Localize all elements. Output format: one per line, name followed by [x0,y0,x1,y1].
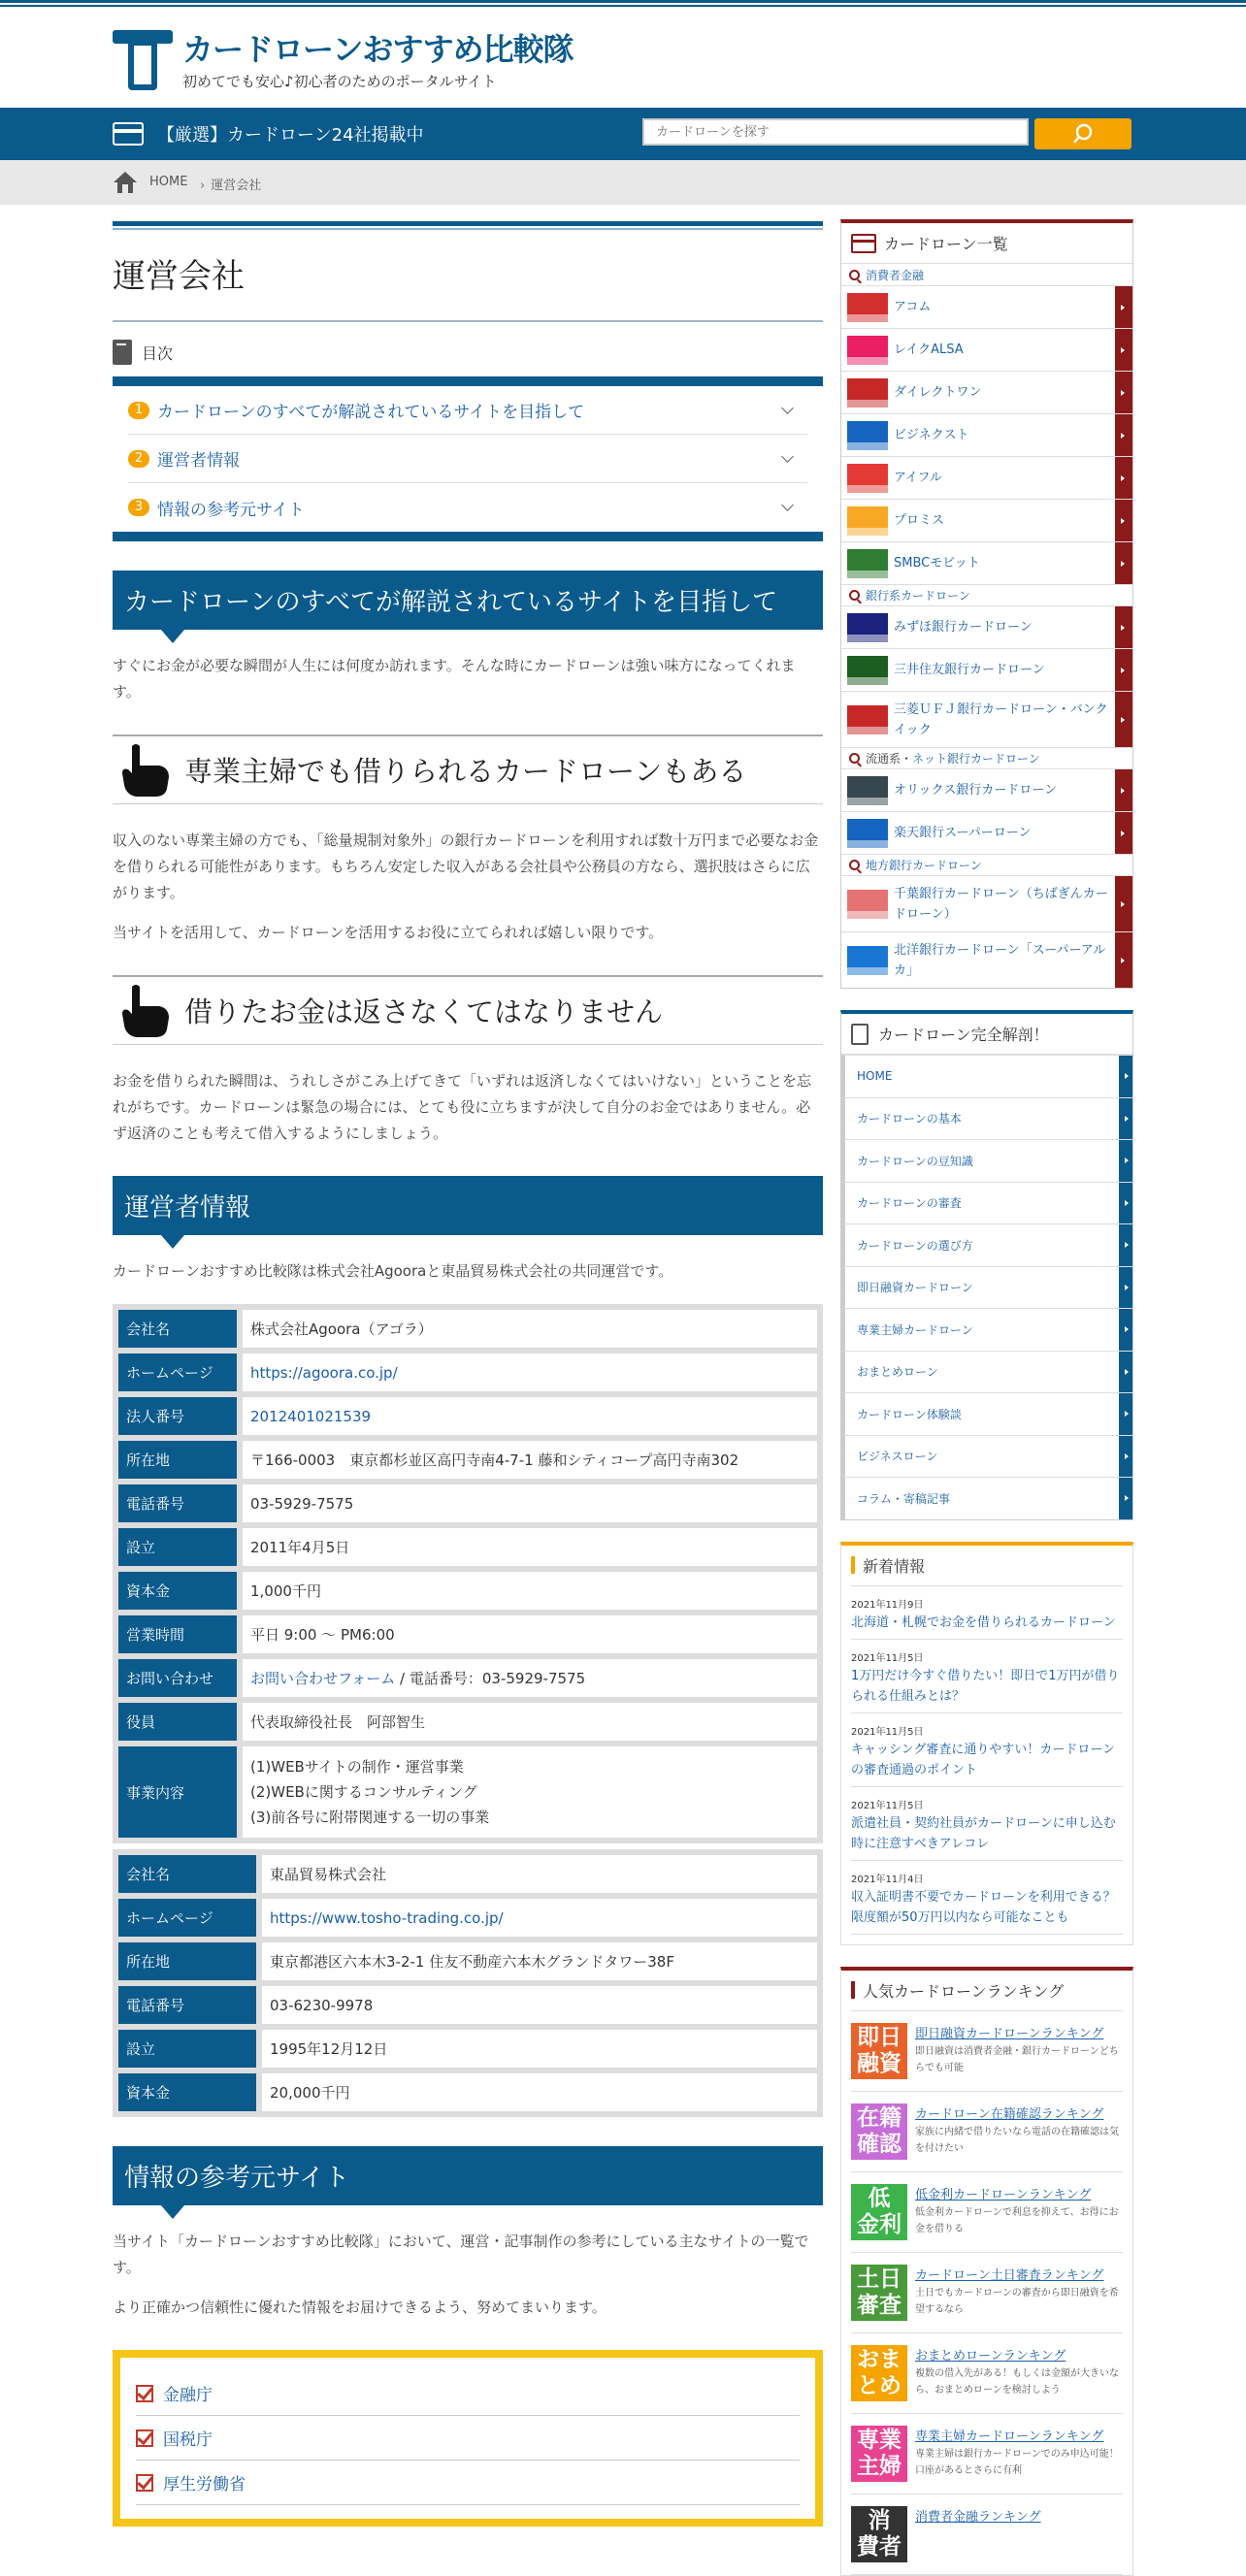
table-row [115,1482,820,1525]
search-icon [849,270,860,280]
credit-card-icon [851,234,876,253]
news-title-link[interactable]: 北海道・札幌でお金を借りられるカードローン [851,1614,1116,1630]
table-key: 事業内容 [115,1744,240,1841]
table-row [115,1656,820,1700]
sidebar-heading-label: 人気カードローンランキング [863,1981,1065,2001]
arrow-right-icon [1115,812,1132,854]
table-key: 会社名 [115,1852,259,1896]
sidebar-item-label: 北洋銀行カードローン「スーパーアルカ」 [894,942,1106,978]
arrow-right-icon [1115,457,1132,499]
table-key: 資本金 [115,2071,259,2114]
loan-logo-thumbnail [847,656,888,685]
section-heading: 情報の参考元サイト [113,2146,823,2205]
sidebar-item[interactable] [841,456,1132,499]
chevron-down-icon [781,450,794,463]
loan-logo-thumbnail [847,776,888,805]
table-key: 所在地 [115,1438,240,1482]
ranking-description: 家族に内緒で借りたいなら電話の在籍確認は気を付けたい [915,2126,1119,2154]
table-value: 1,000千円 [240,1569,820,1613]
book-icon [851,1024,869,1045]
arrow-right-icon [1115,769,1132,811]
toc-number: 1 [128,402,149,419]
sidebar-heading [851,1971,1123,2011]
table-key: お問い合わせ [115,1656,240,1700]
ranking-title-link[interactable]: 消費者金融ランキング [915,2509,1041,2525]
subsection-title: 専業主婦でも借りられるカードローンもある [184,755,747,788]
toc [113,376,823,541]
top-stripe [0,0,1246,3]
guide-menu-label: カードローンの豆知識 [857,1154,973,1168]
search-icon [1071,123,1095,145]
arrow-right-icon [1119,1098,1132,1140]
ranking-item[interactable] [851,2253,1123,2333]
table-key: ホームページ [115,1896,259,1940]
heading-bar [851,1981,855,1999]
guide-menu-item[interactable] [841,1308,1132,1351]
pointing-hand-icon [115,742,173,799]
table-row [115,1351,820,1394]
guide-menu-item[interactable] [841,1055,1132,1097]
arrow-right-icon [1115,542,1132,584]
ranking-item[interactable] [851,2011,1123,2092]
arrow-right-icon [1115,414,1132,456]
sidebar-item[interactable] [841,541,1132,584]
table-row [115,1896,820,1940]
loan-logo-thumbnail [847,705,888,734]
arrow-right-icon [1119,1183,1132,1224]
loan-logo-thumbnail [847,506,888,536]
arrow-right-icon [1119,1267,1132,1309]
reference-link[interactable]: 国税庁 [163,2430,213,2450]
table-value: 03-6230-9978 [259,1983,820,2027]
sidebar-item[interactable] [841,691,1132,747]
table-row [115,2027,820,2071]
loan-logo-thumbnail [847,293,888,322]
guide-menu-label: カードローンの審査 [857,1196,962,1211]
sidebar-item[interactable] [841,811,1132,854]
sidebar-item-label: みずほ銀行カードローン [894,620,1033,635]
sidebar-item-label: アイフル [894,471,942,485]
search-icon [849,753,860,764]
category-label [841,854,1132,875]
reference-link[interactable]: 厚生労働省 [163,2475,246,2494]
sidebar-item[interactable] [841,768,1132,811]
homepage-link[interactable]: https://www.tosho-trading.co.jp/ [270,1908,504,1927]
sidebar-heading-label: カードローン一覧 [884,235,1008,253]
guide-menu-label: おまとめローン [857,1365,938,1380]
news-item [851,1861,1123,1935]
arrow-right-icon [1119,1309,1132,1351]
main-content [113,221,823,2527]
table-value: 03-5929-7575 [240,1482,820,1525]
sidebar-item[interactable] [841,328,1132,371]
guide-menu-item[interactable] [841,1097,1132,1140]
subsection-heading [113,734,823,804]
sidebar-heading [841,1014,1132,1055]
search-button[interactable] [1034,118,1131,149]
list-item [136,2416,800,2461]
credit-card-icon [113,122,144,146]
ranking-badge-icon: 低 金利 [851,2184,907,2240]
sidebar-item-label: オリックス銀行カードローン [894,783,1058,798]
ranking-description: 複数の借入先がある！もしくは金額が大きいなら、おまとめローンを検討しよう [915,2367,1119,2396]
subsection-title: 借りたお金は返さなくてはなりません [184,995,664,1028]
table-row [115,1525,820,1569]
table-key: 会社名 [115,1307,240,1351]
nav-bar [0,108,1246,160]
sidebar-item[interactable] [841,499,1132,541]
loan-logo-thumbnail [847,549,888,578]
ranking-item[interactable] [851,2092,1123,2172]
table-row [115,1394,820,1438]
category-link[interactable]: 地方銀行カードローン [866,859,982,872]
guide-menu-item[interactable] [841,1477,1132,1519]
search-icon [849,860,860,870]
sidebar-item-label: SMBCモビット [894,556,980,571]
paragraph: お金を借りられた瞬間は、うれしさがこみ上げてきて「いずれは返済しなくてはいけない」ということを忘れがちです。カードローンは緊急の場合には、とても役に立ちますが決して自分のお金ではありません。必ず返済のことも考えて借入するようにしましょう。 [113,1072,812,1142]
heading-bar [851,1556,855,1574]
news-date: 2021年11月5日 [851,1800,924,1811]
ranking-description: 土日でもカードローンの審査から即日融資を希望するなら [915,2287,1119,2315]
toc-item[interactable] [128,435,807,483]
corporate-number-link[interactable]: 2012401021539 [250,1407,372,1425]
ranking-box [840,1967,1133,2576]
breadcrumb [0,160,1246,205]
logo-t-icon [113,30,173,90]
toc-item-label: 運営者情報 [157,451,240,471]
sidebar-heading [851,1546,1123,1586]
arrow-right-icon [1115,606,1132,648]
ranking-description: 専業主婦は銀行カードローンでのみ申込可能！口座があるとさらに有利 [915,2448,1119,2476]
news-box [840,1542,1133,1945]
breadcrumb-current: › 運営会社 [200,175,261,193]
paragraph: より正確かつ信頼性に優れた情報をお届けできるよう、努めてまいります。 [113,2299,607,2316]
news-date: 2021年11月5日 [851,1652,924,1664]
chevron-down-icon [781,499,794,511]
toc-label: 目次 [142,343,174,363]
table-key: 電話番号 [115,1482,240,1525]
sidebar-item-label: ダイレクトワン [894,385,982,400]
toc-item-label: カードローンのすべてが解説されているサイトを目指して [157,403,585,422]
news-date: 2021年11月9日 [851,1599,924,1611]
paragraph: 当サイト「カードローンおすすめ比較隊」において、運営・記事制作の参考にしている主なサイトの一覧です。 [113,2233,809,2276]
sidebar-item[interactable] [841,371,1132,413]
ranking-badge-icon: 土日 審査 [851,2265,907,2321]
site-header [0,7,1246,108]
table-key: 設立 [115,2027,259,2071]
cardloan-list [840,219,1133,989]
business-item: (3)前各号に附帯関連する一切の事業 [250,1809,490,1826]
reference-link[interactable]: 金融庁 [163,2386,213,2405]
news-date: 2021年11月5日 [851,1726,924,1738]
reference-sites [113,2350,823,2527]
subsection-heading [113,975,823,1045]
checkbox-icon [136,2429,153,2447]
arrow-right-icon [1119,1393,1132,1435]
table-value: 東晶貿易株式会社 [259,1852,820,1896]
table-row [115,2071,820,2114]
business-item: (1)WEBサイトの制作・運営事業 [250,1758,464,1776]
sidebar-item-label: 三菱ＵＦＪ銀行カードローン・バンクイック [894,701,1108,737]
pointing-hand-icon [115,983,173,1039]
table-key: 営業時間 [115,1613,240,1656]
toc-number: 2 [128,450,149,468]
guide-menu-label: ビジネスローン [857,1450,938,1464]
sidebar-item-label: 楽天銀行スーパーローン [894,826,1032,840]
guide-menu-label: 即日融資カードローン [857,1281,973,1295]
news-title-link[interactable]: 派遣社員・契約社員がカードローンに申し込む時に注意すべきアレコレ [851,1815,1116,1851]
category-link[interactable]: 消費者金融 [866,268,925,282]
list-item [136,2371,800,2416]
paragraph: すぐにお金が必要な瞬間が人生には何度か訪れます。そんな時にカードローンは強い味方になってくれます。 [113,657,796,701]
chevron-down-icon [781,402,794,414]
arrow-right-icon [1119,1478,1132,1519]
loan-logo-thumbnail [847,946,888,975]
ranking-badge-icon: 消 費者 [851,2506,907,2562]
table-value: 平日 9:00 ～ PM6:00 [240,1613,820,1656]
table-key: 所在地 [115,1940,259,1983]
section-heading: カードローンのすべてが解説されているサイトを目指して [113,571,823,630]
table-row [115,1700,820,1744]
sidebar-item[interactable] [841,285,1132,328]
arrow-right-icon [1115,500,1132,541]
sidebar-heading-label: カードローン完全解剖！ [878,1026,1049,1044]
ranking-badge-icon: おま とめ [851,2345,907,2401]
ranking-title-link[interactable]: 即日融資カードローンランキング [915,2026,1104,2041]
nav-tagline: 【厳選】カードローン24社掲載中 [157,125,424,146]
sidebar-item-label: アコム [894,300,932,314]
search-icon [849,590,860,601]
site-logo[interactable] [113,30,574,91]
table-row [115,1983,820,2027]
checkbox-icon [136,2474,153,2492]
arrow-right-icon [1119,1056,1132,1097]
category-prefix: 流通系・ [866,752,913,766]
table-value: 20,000千円 [259,2071,820,2114]
checkbox-icon [136,2385,153,2402]
paragraph: 収入のない専業主婦の方でも、「総量規制対象外」の銀行カードローンを利用すれば数十万円まで必要なお金を借りられる可能性があります。もちろん安定した収入がある会社員や公務員の方なら、選択肢はさらに広がります。 [113,831,819,901]
sidebar-item-label: プロミス [894,513,945,528]
guide-menu-label: 専業主婦カードローン [857,1322,973,1337]
arrow-right-icon [1115,329,1132,371]
ranking-title-link[interactable]: 専業主婦カードローンランキング [915,2429,1104,2444]
sidebar-item[interactable] [841,648,1132,691]
section-heading: 運営者情報 [113,1176,823,1235]
table-value: 〒166-0003 東京都杉並区高円寺南4-7-1 藤和シティコープ高円寺南302 [240,1438,820,1482]
contact-phone: / 電話番号：03-5929-7575 [395,1670,586,1687]
arrow-right-icon [1115,286,1132,328]
guide-menu-label: カードローンの基本 [857,1112,962,1126]
loan-logo-thumbnail [847,890,888,919]
arrow-right-icon [1119,1436,1132,1478]
loan-logo-thumbnail [847,819,888,848]
ranking-item[interactable] [851,2333,1123,2414]
ranking-title-link[interactable]: 低金利カードローンランキング [915,2187,1092,2202]
news-item [851,1787,1123,1861]
sidebar-heading [841,223,1132,264]
guide-menu-item[interactable] [841,1435,1132,1478]
search-input[interactable] [642,118,1029,146]
toc-item[interactable] [128,386,807,435]
category-label [841,584,1132,605]
ranking-description: 即日融資は消費者金融・銀行カードローンどちらでも可能 [915,2045,1119,2073]
guide-menu-label: HOME [857,1069,893,1084]
sidebar-item-label: ビジネクスト [894,428,969,442]
homepage-link[interactable]: https://agoora.co.jp/ [250,1363,398,1382]
news-item [851,1640,1123,1713]
loan-logo-thumbnail [847,613,888,642]
table-row [115,1852,820,1896]
category-label [841,747,1132,768]
business-item: (2)WEBに関するコンサルティング [250,1783,477,1801]
table-row [115,1744,820,1841]
toc-item-label: 情報の参考元サイト [157,500,305,520]
ranking-description: 低金利カードローンで利息を抑えて、お得にお金を借りる [915,2206,1119,2234]
news-date: 2021年11月4日 [851,1874,924,1885]
guide-menu-item[interactable] [841,1182,1132,1224]
arrow-right-icon [1115,692,1132,747]
table-key: 役員 [115,1700,240,1744]
guide-menu-label: カードローンの選び方 [857,1238,973,1253]
sidebar-item[interactable] [841,413,1132,456]
category-label [841,264,1132,285]
guide-menu [840,1010,1133,1520]
sidebar-item-label: 三井住友銀行カードローン [894,663,1045,677]
ranking-item[interactable] [851,2414,1123,2494]
news-title-link[interactable]: 収入証明書不要でカードローンを利用できる？限度額が50万円以内なら可能なことも [851,1889,1116,1925]
guide-menu-label: カードローン体験談 [857,1407,962,1421]
table-key: 電話番号 [115,1983,259,2027]
logo-subtitle: 初めてでも安心♪初心者のためのポータルサイト [182,73,497,90]
table-value: 1995年12月12日 [259,2027,820,2071]
logo-title: カードローンおすすめ比較隊 [182,31,574,68]
loan-logo-thumbnail [847,464,888,493]
loan-logo-thumbnail [847,421,888,450]
arrow-right-icon [1119,1224,1132,1266]
ranking-badge-icon: 即日 融資 [851,2023,907,2079]
toc-header [113,340,823,365]
breadcrumb-home[interactable]: HOME [149,175,188,189]
ranking-title-link[interactable]: カードローン土日審査ランキング [915,2267,1104,2283]
category-link[interactable]: 銀行系カードローン [866,589,970,603]
loan-logo-thumbnail [847,378,888,408]
arrow-right-icon [1115,372,1132,413]
guide-menu-item[interactable] [841,1351,1132,1393]
guide-menu-item[interactable] [841,1139,1132,1182]
sidebar [840,219,1133,2576]
paragraph: 当サイトを活用して、カードローンを活用するお役に立てられれば嬉しい限りです。 [113,924,664,941]
book-icon [113,340,132,365]
table-row [115,1307,820,1351]
table-row [115,1569,820,1613]
table-row [115,1438,820,1482]
ranking-title-link[interactable]: おまとめローンランキング [915,2348,1066,2364]
paragraph: カードローンおすすめ比較隊は株式会社Agooraと東晶貿易株式会社の共同運営です。 [113,1262,673,1280]
ranking-title-link[interactable]: カードローン在籍確認ランキング [915,2106,1104,2122]
table-key: 設立 [115,1525,240,1569]
arrow-right-icon [1115,876,1132,931]
arrow-right-icon [1119,1140,1132,1182]
loan-logo-thumbnail [847,336,888,365]
company-table-agoora [113,1304,823,1843]
guide-menu-item[interactable] [841,1223,1132,1266]
company-table-tosho [113,1849,823,2117]
table-key: 資本金 [115,1569,240,1613]
guide-menu-label: コラム・寄稿記事 [857,1491,950,1506]
home-icon[interactable] [113,170,138,195]
table-row [115,1613,820,1656]
arrow-right-icon [1115,649,1132,691]
table-value: 代表取締役社長 阿部智生 [240,1700,820,1744]
ranking-badge-icon: 専業 主婦 [851,2426,907,2482]
guide-menu-item[interactable] [841,1392,1132,1435]
contact-form-link[interactable]: お問い合わせフォーム [250,1670,396,1687]
table-value: 株式会社Agoora（アゴラ） [240,1307,820,1351]
sidebar-item[interactable] [841,931,1132,988]
table-value: 2011年4月5日 [240,1525,820,1569]
ranking-item[interactable] [851,2172,1123,2253]
news-title-link[interactable]: キャッシング審査に通りやすい！カードローンの審査通過のポイント [851,1742,1116,1777]
page-title: 運営会社 [113,226,823,322]
sidebar-item-label: 千葉銀行カードローン（ちばぎんカードローン） [894,886,1108,922]
toc-number: 3 [128,499,149,516]
list-item [136,2461,800,2505]
ranking-item[interactable] [851,2494,1123,2575]
sidebar-item[interactable] [841,875,1132,931]
table-key: ホームページ [115,1351,240,1394]
guide-menu-item[interactable] [841,1266,1132,1309]
news-item [851,1586,1123,1640]
sidebar-item-label: レイクALSA [894,342,964,357]
arrow-right-icon [1115,932,1132,988]
table-key: 法人番号 [115,1394,240,1438]
news-title-link[interactable]: 1万円だけ今すぐ借りたい！即日で1万円が借りられる仕組みとは？ [851,1668,1120,1704]
news-item [851,1713,1123,1787]
table-row [115,1940,820,1983]
table-value: 東京都港区六本木3-2-1 住友不動産六本木グランドタワー38F [259,1940,820,1983]
sidebar-heading-label: 新着情報 [863,1556,926,1576]
arrow-right-icon [1119,1352,1132,1393]
sidebar-item[interactable] [841,605,1132,648]
ranking-badge-icon: 在籍 確認 [851,2103,907,2160]
toc-item[interactable] [128,483,807,532]
category-link[interactable]: ネット銀行カードローン [912,752,1040,766]
